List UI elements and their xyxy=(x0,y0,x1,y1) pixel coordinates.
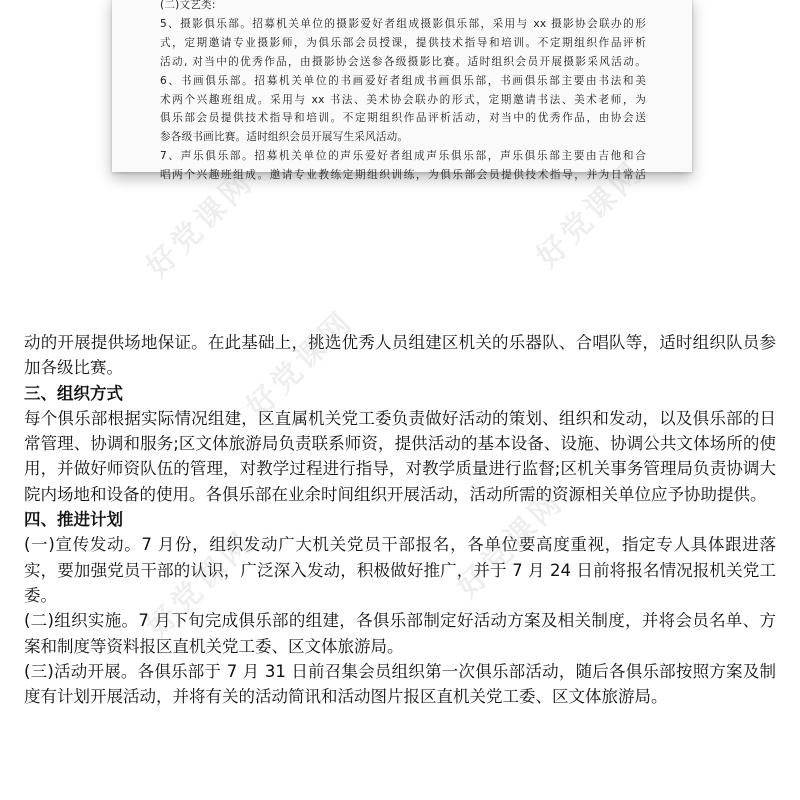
watermark: 好党课网 xyxy=(450,484,571,605)
watermark: 好党课网 xyxy=(140,164,261,285)
watermark: 好党课网 xyxy=(240,304,361,425)
watermark: 好党课网 xyxy=(140,524,261,645)
doc-line: 式，定期邀请专业摄影师，为俱乐部会员授课，提供技术指导和培训。不定期组织作品评析 xyxy=(160,36,646,49)
doc-line: 术两个兴趣班组成。采用与 xx 书法、美术协会联办的形式，定期邀请书法、美术老师，为 xyxy=(160,93,646,106)
paragraph-organization: 每个俱乐部根据实际情况组建，区直属机关党工委负责做好活动的策划、组织和发动，以及俱乐部的日常管理、协调和服务;区文体旅游局负责联系师资，提供活动的基本设备、设施、协调公共文体场所的使用，并做好师资队伍的管理，对教学过程进行指导，对教学质量进行监督;区机关事务管理局负责协调大院内场地和设备的使用。各俱乐部在业余时间组织开展活动，活动所需的资源相关单位应予协助提供。 xyxy=(24,408,776,504)
doc-line: 参各级书画比赛。适时组织会员开展写生采风活动。 xyxy=(160,131,409,144)
document-image xyxy=(112,0,692,182)
heading-plan: 四、推进计划 xyxy=(24,510,123,530)
doc-line: 5、摄影俱乐部。招募机关单位的摄影爱好者组成摄影俱乐部，采用与 xx 摄影协会联办的形 xyxy=(160,17,646,30)
paragraph-plan-activities: (三)活动开展。各俱乐部于 7 月 31 日前召集会员组织第一次俱乐部活动，随后各俱乐部按照方案及制度有计划开展活动，并将有关的活动简讯和活动图片报区直机关党工委、区文体旅游局。 xyxy=(24,661,776,707)
document-body xyxy=(24,330,776,709)
doc-line: 6、书画俱乐部。招募机关单位的书画爱好者组成书画俱乐部，书画俱乐部主要由书法和美 xyxy=(160,74,646,87)
doc-line: 7、声乐俱乐部。招募机关单位的声乐爱好者组成声乐俱乐部，声乐俱乐部主要由吉他和合 xyxy=(160,150,646,163)
doc-line: (二)文艺类: xyxy=(160,0,216,11)
doc-line: 唱两个兴趣班组成。邀请专业教练定期组织训练，为俱乐部会员提供技术指导，并为日常活 xyxy=(160,169,646,182)
paragraph-plan-publicity: (一)宣传发动。7 月份，组织发动广大机关党员干部报名，各单位要高度重视，指定专人具体跟进落实，要加强党员干部的认识，广泛深入发动，积极做好推广，并于 7 月 24 日前将报名情况报机关党工委。 xyxy=(24,535,776,605)
paragraph-intro: 动的开展提供场地保证。在此基础上，挑选优秀人员组建区机关的乐器队、合唱队等，适时组织队员参加各级比赛。 xyxy=(24,333,776,378)
watermark: 好党课网 xyxy=(530,154,651,275)
doc-line: 活动, 对当中的优秀作品，由摄影协会送参各级摄影比赛。适时组织会员开展摄影采风活动。 xyxy=(160,55,646,68)
paragraph-plan-implementation: (二)组织实施。7 月下旬完成俱乐部的组建，各俱乐部制定好活动方案及相关制度，并将会员名单、方案和制度等资料报区直机关党工委、区文体旅游局。 xyxy=(24,611,776,656)
document-image-text xyxy=(160,0,646,185)
heading-organization: 三、组织方式 xyxy=(24,383,123,403)
doc-line: 俱乐部会员提供技术指导和培训。不定期组织作品评析活动，对当中的优秀作品，由协会送 xyxy=(160,112,646,125)
